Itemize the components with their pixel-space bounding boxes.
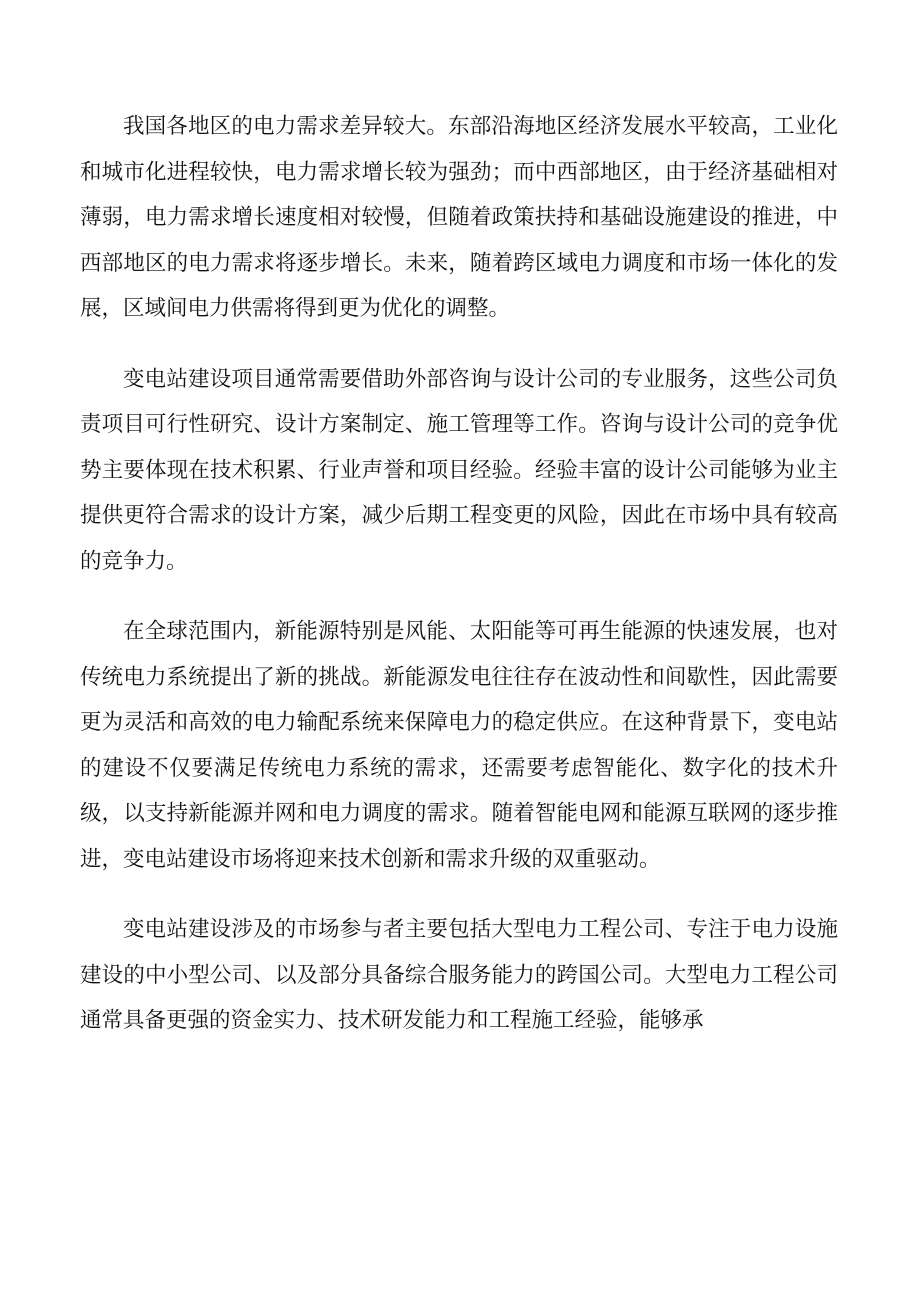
paragraph-regional-demand: 我国各地区的电力需求差异较大。东部沿海地区经济发展水平较高，工业化和城市化进程较快，电力需求增长较为强劲；而中西部地区，由于经济基础相对薄弱，电力需求增长速度相对较慢，但随着政策扶持和基础设施建设的推进，中西部地区的电力需求将逐步增长。未来，随着跨区域电力调度和市场一体化的发展，区域间电力供需将得到更为优化的调整。 — [80, 114, 838, 321]
paragraph-market-participants: 变电站建设涉及的市场参与者主要包括大型电力工程公司、专注于电力设施建设的中小型公司、以及部分具备综合服务能力的跨国公司。大型电力工程公司通常具备更强的资金实力、技术研发能力和工程施工经验，能够承 — [80, 917, 838, 1033]
document-body — [80, 104, 838, 1069]
paragraph-consulting-design: 变电站建设项目通常需要借助外部咨询与设计公司的专业服务，这些公司负责项目可行性研究、设计方案制定、施工管理等工作。咨询与设计公司的竞争优势主要体现在技术积累、行业声誉和项目经验。经验丰富的设计公司能够为业主提供更符合需求的设计方案，减少后期工程变更的风险，因此在市场中具有较高的竞争力。 — [80, 366, 838, 574]
paragraph-new-energy: 在全球范围内，新能源特别是风能、太阳能等可再生能源的快速发展，也对传统电力系统提出了新的挑战。新能源发电往往存在波动性和间歇性，因此需要更为灵活和高效的电力输配系统来保障电力的稳定供应。在这种背景下，变电站的建设不仅要满足传统电力系统的需求，还需要考虑智能化、数字化的技术升级，以支持新能源并网和电力调度的需求。随着智能电网和能源互联网的逐步推进，变电站建设市场将迎来技术创新和需求升级的双重驱动。 — [80, 619, 838, 872]
